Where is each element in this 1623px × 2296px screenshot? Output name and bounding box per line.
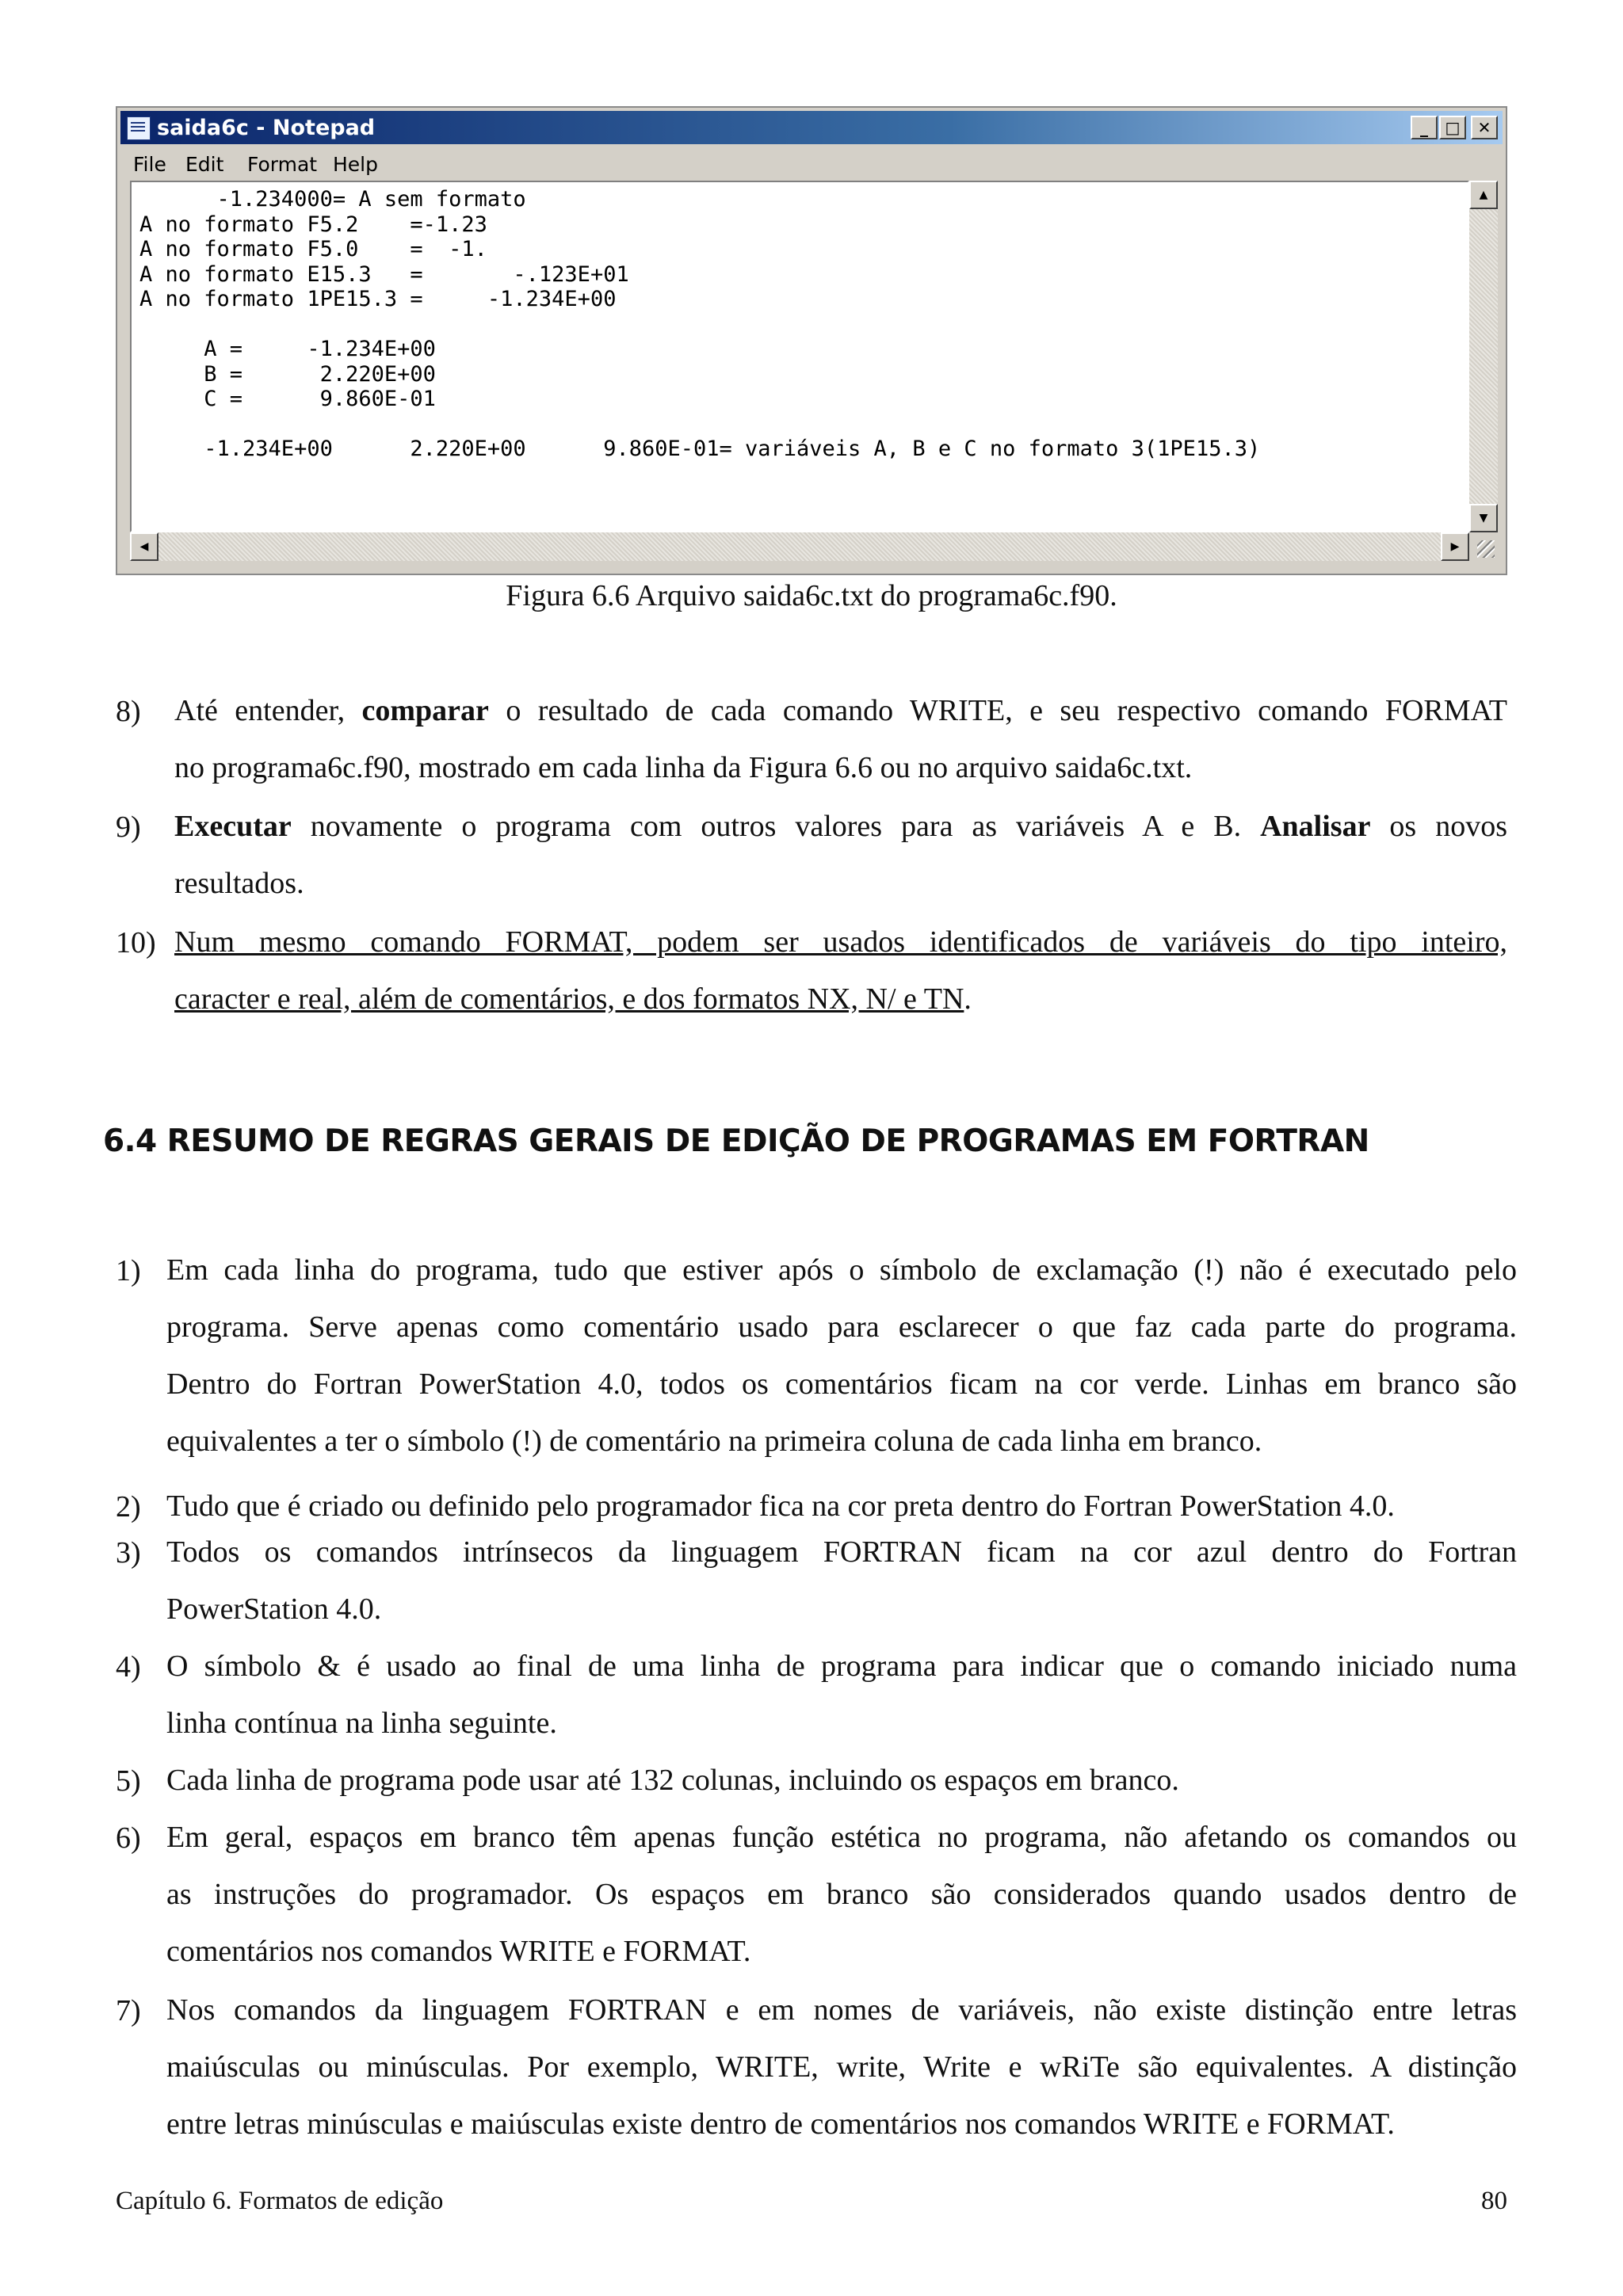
rule-5-number: 5) [116,1764,141,1798]
rule-1-number: 1) [116,1254,141,1287]
step-9-bold-1: Executar [174,810,292,843]
rule-6-line-1: Em geral, espaços em branco têm apenas função estética no programa, não afetando os comandos ou [166,1821,1517,1854]
step-9-bold-2: Analisar [1260,810,1371,843]
step-9-line-1 [174,810,1507,843]
footer-page-number: 80 [1481,2187,1507,2215]
vertical-scrollbar[interactable] [1469,181,1498,532]
minimize-button[interactable]: _ [1411,116,1438,139]
footer-chapter: Capítulo 6. Formatos de edição [116,2187,444,2215]
step-8-line-2: no programa6c.f90, mostrado em cada linha da Figura 6.6 ou no arquivo saida6c.txt. [174,751,1193,784]
menu-edit[interactable]: Edit [185,153,224,176]
window-title-bar[interactable] [120,111,1503,144]
menu-bar [120,147,1503,179]
step-8-bold: comparar [361,694,489,727]
close-button[interactable]: ✕ [1471,116,1498,139]
scroll-down-icon[interactable]: ▼ [1469,504,1498,532]
menu-help[interactable]: Help [333,153,378,176]
notepad-window [116,106,1507,575]
text-content: -1.234000= A sem formato A no formato F5.2 =-1.23 A no formato F5.0 = -1. A no formato E15.3 = -.123E+01 A no formato 1PE15.3 = -1.234E+00 A = -1.234E+00 B = 2.220E+00 C = 9.860E-01 -1.234E+00 2.220E+00 9.860E-01= variáveis A, B e C no formato 3(1PE15.3) [139,187,1261,461]
step-8-line-1 [174,694,1507,727]
rule-4-line-2: linha contínua na linha seguinte. [166,1707,557,1740]
text-area[interactable] [130,181,1469,532]
rule-5-line-1: Cada linha de programa pode usar até 132 colunas, incluindo os espaços em branco. [166,1764,1179,1797]
step-8-text-rest: o resultado de cada comando WRITE, e seu respectivo comando FORMAT [488,694,1507,727]
horizontal-scrollbar[interactable] [130,532,1469,561]
rule-4-line-1: O símbolo & é usado ao final de uma linha de programa para indicar que o comando iniciado numa [166,1650,1517,1683]
step-8-text: Até entender, [174,694,362,727]
scroll-right-icon[interactable]: ▶ [1441,532,1469,561]
rule-1-line-2: programa. Serve apenas como comentário usado para esclarecer o que faz cada parte do programa. [166,1310,1517,1344]
rule-3-number: 3) [116,1536,141,1569]
step-8-number: 8) [116,695,141,728]
rule-2-number: 2) [116,1490,141,1524]
scroll-left-icon[interactable]: ◀ [130,532,158,561]
step-10-line-2 [174,982,972,1016]
rule-1-line-4: equivalentes a ter o símbolo (!) de comentário na primeira coluna de cada linha em branco. [166,1425,1262,1458]
figure-caption: Figura 6.6 Arquivo saida6c.txt do programa6c.f90. [506,579,1117,612]
rule-2-line-1: Tudo que é criado ou definido pelo programador fica na cor preta dentro do Fortran PowerStation 4.0. [166,1489,1395,1523]
section-heading: 6.4 RESUMO DE REGRAS GERAIS DE EDIÇÃO DE PROGRAMAS EM FORTRAN [103,1123,1369,1159]
rule-6-line-2: as instruções do programador. Os espaços em branco são considerados quando usados dentro de [166,1878,1517,1911]
window-title: saida6c - Notepad [157,116,376,140]
step-9-text: novamente o programa com outros valores para as variáveis A e B. [291,810,1261,843]
rule-3-line-2: PowerStation 4.0. [166,1592,382,1626]
rule-7-number: 7) [116,1994,141,2027]
rule-1-line-1: Em cada linha do programa, tudo que estiver após o símbolo de exclamação (!) não é executado pelo [166,1253,1517,1287]
rule-7-line-3: entre letras minúsculas e maiúsculas existe dentro de comentários nos comandos WRITE e FORMAT. [166,2107,1395,2141]
rule-1-line-3: Dentro do Fortran PowerStation 4.0, todos os comentários ficam na cor verde. Linhas em branco são [166,1367,1517,1401]
menu-file[interactable]: File [133,153,166,176]
step-10-number: 10) [116,926,156,959]
rule-6-line-3: comentários nos comandos WRITE e FORMAT. [166,1935,751,1968]
rule-3-line-1: Todos os comandos intrínsecos da linguagem FORTRAN ficam na cor azul dentro do Fortran [166,1535,1517,1569]
scroll-up-icon[interactable]: ▲ [1469,181,1498,209]
step-9-line-2: resultados. [174,867,304,900]
menu-format[interactable]: Format [247,153,318,176]
step-10-period: . [964,982,972,1016]
maximize-button[interactable]: □ [1439,116,1466,139]
step-10-line-1: Num mesmo comando FORMAT, podem ser usados identificados de variáveis do tipo inteiro, [174,925,1507,959]
notepad-app-icon [127,116,151,140]
rule-4-number: 4) [116,1650,141,1684]
rule-6-number: 6) [116,1821,141,1855]
rule-7-line-1: Nos comandos da linguagem FORTRAN e em nomes de variáveis, não existe distinção entre letras [166,1993,1517,2027]
resize-grip-icon[interactable] [1469,532,1498,561]
step-9-number: 9) [116,810,141,844]
step-9-text-rest: os novos [1370,810,1507,843]
rule-7-line-2: maiúsculas ou minúsculas. Por exemplo, WRITE, write, Write e wRiTe são equivalentes. A distinção [166,2050,1517,2084]
step-10-underlined: caracter e real, além de comentários, e dos formatos NX, N/ e TN [174,982,964,1016]
